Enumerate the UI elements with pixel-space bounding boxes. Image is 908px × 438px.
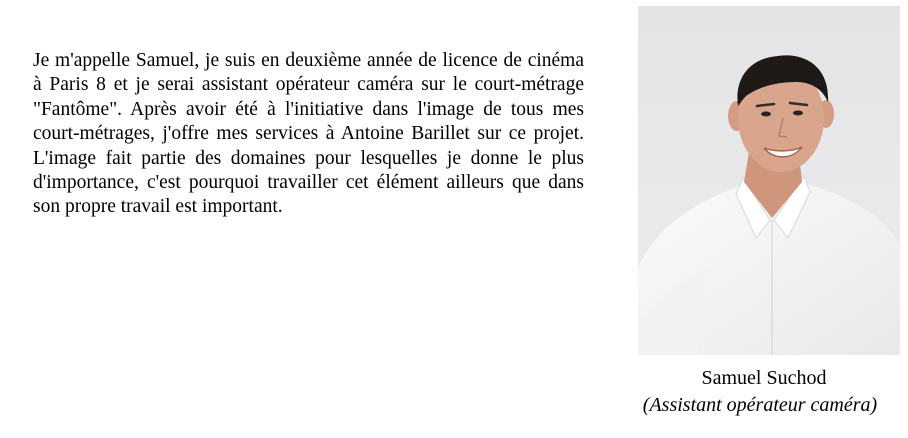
profile-role: (Assistant opérateur caméra) <box>642 394 878 416</box>
bio-paragraph: Je m'appelle Samuel, je suis en deuxième année de licence de cinéma à Paris 8 et je serai assistant opérateur caméra sur le court-métrage "Fantôme". Après avoir été à l'initiative dans l'image de tous mes court-métrages, j'offre mes services à Antoine Barillet sur ce projet. L'image fait partie des domaines pour lesquelles je donne le plus d'importance, c'est pourquoi travailler cet élément ailleurs que dans son propre travail est important. <box>33 50 584 218</box>
portrait-photo <box>638 6 900 355</box>
profile-name: Samuel Suchod <box>701 367 827 389</box>
